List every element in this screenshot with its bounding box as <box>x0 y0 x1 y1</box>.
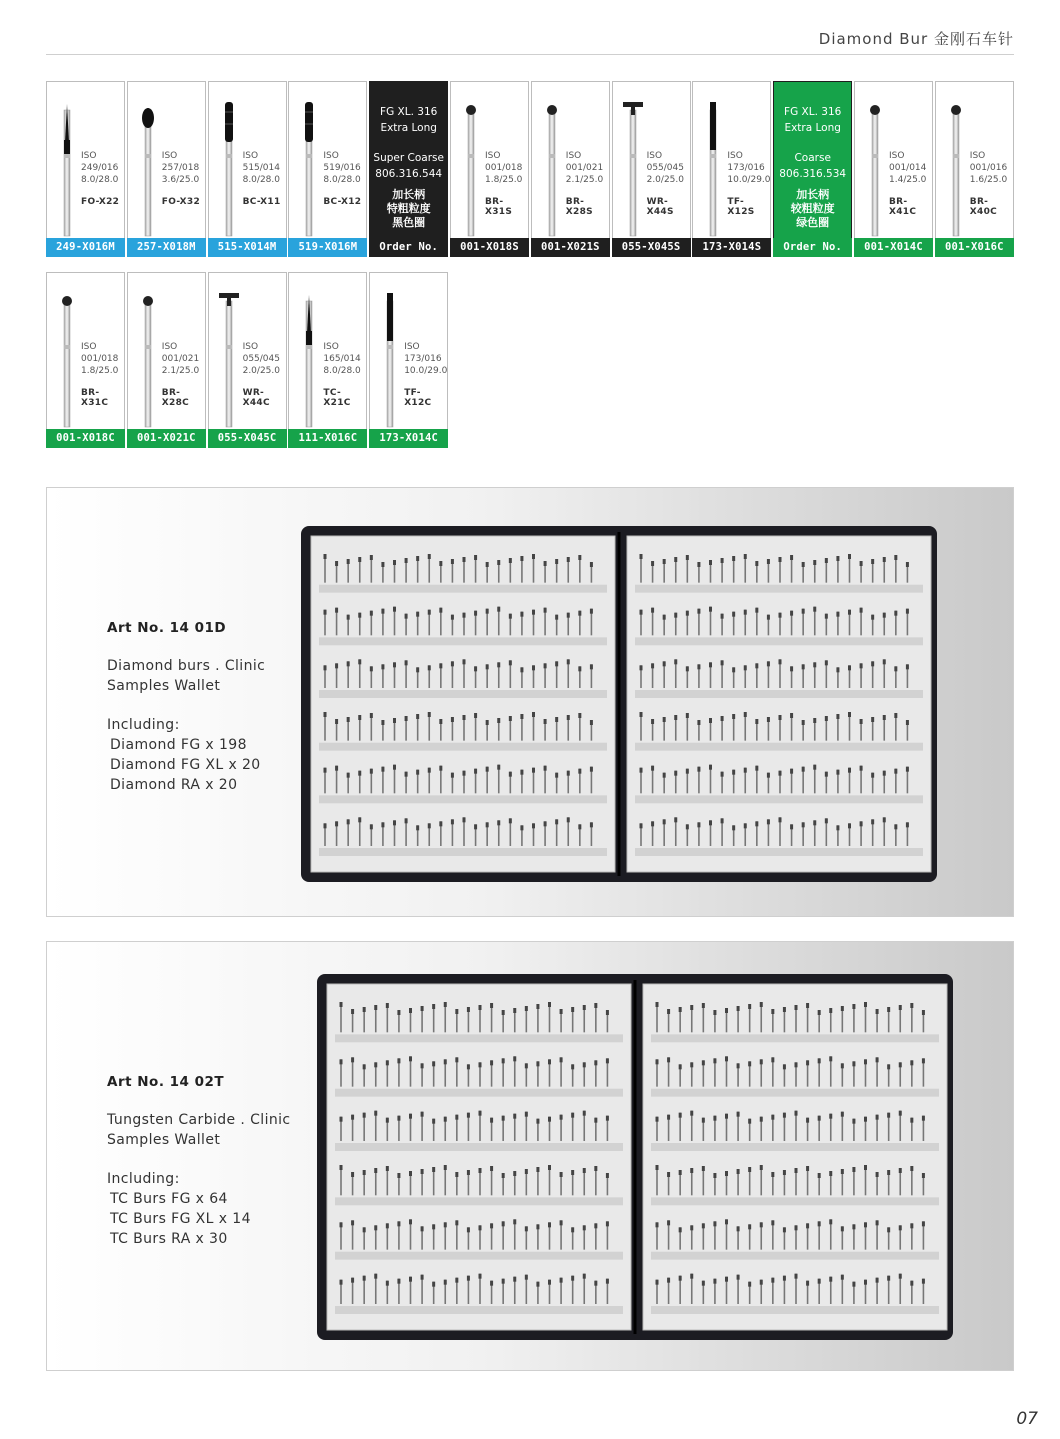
header-title: Diamond Bur 金刚石车针 <box>818 30 1014 48</box>
iso-spec: ISO 055/045 2.0/25.0 <box>242 342 280 376</box>
bur-cell <box>288 81 367 257</box>
grit-label: Super Coarse 806.316.544 <box>373 152 444 180</box>
bur-cell <box>127 272 206 448</box>
iso-spec: ISO 001/018 1.8/25.0 <box>485 151 523 185</box>
iso-spec: ISO 001/021 2.1/25.0 <box>161 342 200 376</box>
iso-spec: ISO 173/016 10.0/29.0 <box>404 342 448 376</box>
bur-cell <box>288 272 367 448</box>
bur-cell <box>935 81 1014 257</box>
including-item: TC Burs FG x 64 <box>110 1191 228 1207</box>
flame-bur-icon <box>299 293 319 433</box>
chinese-grit-label: 加长柄 较粗粒度 绿色圈 <box>790 188 835 229</box>
order-number-bar: 515-X014M <box>208 238 287 257</box>
bur-cell <box>46 81 125 257</box>
extra-long-label: FG XL. 316 Extra Long <box>784 106 842 134</box>
order-number-bar: 249-X016M <box>46 238 125 257</box>
order-number-bar: 001-X014C <box>854 238 933 257</box>
taper-bur-icon <box>380 293 400 433</box>
bur-cell <box>450 81 529 257</box>
product-code: WR-X44C <box>242 388 270 408</box>
iso-spec: ISO 519/016 8.0/28.0 <box>323 151 361 185</box>
iso-spec: ISO 001/016 1.6/25.0 <box>969 151 1008 185</box>
product-code: TC-X21C <box>323 388 351 408</box>
bur-cell <box>531 81 610 257</box>
ball-bur-icon <box>865 102 885 242</box>
wallet-image <box>317 974 953 1340</box>
order-number-bar: 519-X016M <box>288 238 367 257</box>
order-number-bar: 001-X018S <box>450 238 529 257</box>
cylinder-bur-icon <box>219 102 239 242</box>
product-code: FO-X32 <box>161 197 201 207</box>
wheel-bur-icon <box>623 102 643 242</box>
ball-bur-icon <box>946 102 966 242</box>
extra-long-label: FG XL. 316 Extra Long <box>380 106 438 134</box>
including-list <box>107 1169 251 1249</box>
product-code: BR-X28S <box>565 197 593 217</box>
cylinder-bur-icon <box>299 102 319 242</box>
ball-bur-icon <box>57 293 77 433</box>
including-list <box>107 715 261 795</box>
art-number: Art No. 14 02T <box>107 1074 225 1090</box>
pear-bur-icon <box>138 102 158 242</box>
order-number-bar: 001-X016C <box>935 238 1014 257</box>
iso-spec: ISO 165/014 8.0/28.0 <box>323 342 361 376</box>
wallet-panel-diamond <box>46 487 1014 917</box>
description-line: Diamond burs . Clinic <box>107 658 266 674</box>
ball-bur-icon <box>461 102 481 242</box>
ball-bur-icon <box>542 102 562 242</box>
order-number-bar: 055-X045C <box>208 429 287 448</box>
including-heading: Including: <box>107 717 180 733</box>
order-number-bar: 111-X016C <box>288 429 367 448</box>
page-number: 07 <box>1016 1409 1038 1429</box>
wallet-description <box>107 1110 291 1150</box>
order-number-bar: 001-X021C <box>127 429 206 448</box>
bur-cell <box>854 81 933 257</box>
taper-bur-icon <box>703 102 723 242</box>
order-number-bar: 055-X045S <box>612 238 691 257</box>
product-code: BR-X41C <box>889 197 917 217</box>
order-number-bar: Order No. <box>369 238 448 257</box>
iso-spec: ISO 249/016 8.0/28.0 <box>81 151 119 185</box>
product-code: BR-X40C <box>969 197 998 217</box>
bur-cell <box>612 81 691 257</box>
including-item: Diamond FG XL x 20 <box>110 757 261 773</box>
order-number-bar: 001-X021S <box>531 238 610 257</box>
description-line: Tungsten Carbide . Clinic <box>107 1112 291 1128</box>
product-code: BC-X11 <box>242 197 281 207</box>
wallet-panel-tungsten <box>46 941 1014 1371</box>
product-code: FO-X22 <box>81 197 120 207</box>
product-code: TF-X12S <box>727 197 755 217</box>
wallet-description <box>107 656 265 696</box>
iso-spec: ISO 055/045 2.0/25.0 <box>646 151 684 185</box>
description-line: Samples Wallet <box>107 678 221 694</box>
including-heading: Including: <box>107 1171 180 1187</box>
description-line: Samples Wallet <box>107 1132 221 1148</box>
order-number-bar: 001-X018C <box>46 429 125 448</box>
flame-bur-icon <box>57 102 77 242</box>
iso-spec: ISO 001/014 1.4/25.0 <box>889 151 927 185</box>
bur-cell <box>127 81 206 257</box>
iso-spec: ISO 257/018 3.6/25.0 <box>161 151 200 185</box>
order-number-bar: Order No. <box>773 238 852 257</box>
product-code: BR-X31C <box>81 388 109 408</box>
iso-spec: ISO 001/018 1.8/25.0 <box>81 342 119 376</box>
chinese-grit-label: 加长柄 特粗粒度 黑色圈 <box>386 188 431 229</box>
iso-spec: ISO 173/016 10.0/29.0 <box>727 151 771 185</box>
product-code: TF-X12C <box>404 388 432 408</box>
bur-cell <box>369 272 448 448</box>
order-number-bar: 257-X018M <box>127 238 206 257</box>
wheel-bur-icon <box>219 293 239 433</box>
bur-cell <box>208 272 287 448</box>
art-number: Art No. 14 01D <box>107 620 227 636</box>
header-rule <box>46 54 1014 55</box>
iso-spec: ISO 001/021 2.1/25.0 <box>565 151 604 185</box>
product-code: BR-X28C <box>161 388 190 408</box>
including-item: Diamond RA x 20 <box>110 777 238 793</box>
order-number-bar: 173-X014S <box>692 238 771 257</box>
bur-cell <box>46 272 125 448</box>
iso-spec: ISO 515/014 8.0/28.0 <box>242 151 280 185</box>
extra-long-info-cell <box>773 81 852 257</box>
bur-cell <box>208 81 287 257</box>
including-item: Diamond FG x 198 <box>110 737 247 753</box>
product-code: BR-X31S <box>485 197 513 217</box>
ball-bur-icon <box>138 293 158 433</box>
wallet-image <box>301 526 937 882</box>
extra-long-info-cell <box>369 81 448 257</box>
including-item: TC Burs FG XL x 14 <box>110 1211 251 1227</box>
bur-cell <box>692 81 771 257</box>
product-code: WR-X44S <box>646 197 674 217</box>
grit-label: Coarse 806.316.534 <box>779 152 847 180</box>
including-item: TC Burs RA x 30 <box>110 1231 228 1247</box>
order-number-bar: 173-X014C <box>369 429 448 448</box>
product-code: BC-X12 <box>323 197 362 207</box>
